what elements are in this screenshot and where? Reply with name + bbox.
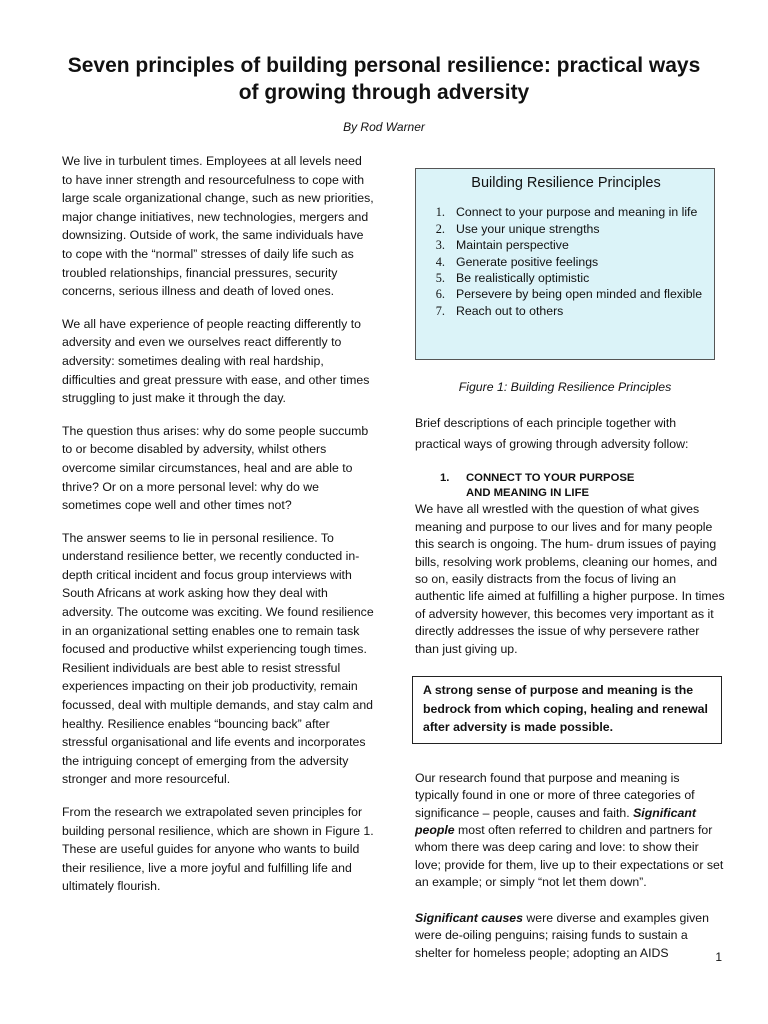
section-intro: Brief descriptions of each principle together with practical ways of growing through adversity follow: bbox=[415, 416, 689, 452]
section-number: 1. bbox=[440, 472, 450, 485]
paragraph-question: The question thus arises: why do some people succumb to or become disabled by adversity, whilst others overcome similar circumstances, heal and are able to thrive? Or on a more personal level: why do we sometimes cope well and other times not? bbox=[62, 423, 369, 513]
causes-rest: were diverse and examples given were de-oiling penguins; raising funds to sustain a shelter for homeless people; adopting an AIDS bbox=[415, 910, 709, 960]
principles-box bbox=[415, 168, 715, 360]
paragraph-principles: From the research we extrapolated seven principles for building personal resilience, which are shown in Figure 1. These are useful guides for anyone who wants to build their resilience, live a more joyful and fulfilling life and ultimately flourish. bbox=[62, 805, 374, 894]
section-heading-text: CONNECT TO YOUR PURPOSE AND MEANING IN LIFE bbox=[466, 472, 635, 500]
right-column bbox=[415, 168, 725, 980]
principle-item: 2. Use your unique strengths bbox=[448, 221, 706, 237]
byline: By Rod Warner bbox=[343, 120, 425, 134]
figure-caption: Figure 1: Building Resilience Principles bbox=[458, 380, 672, 394]
principle-item: 1. Connect to your purpose and meaning in life bbox=[448, 204, 706, 220]
paragraph-intro: We live in turbulent times. Employees at all levels need to have inner strength and resourcefulness to cope with large scale organizational change, such as new priorities, major change initiatives, new technologies, mergers and downsizing. Outside of work, the same individuals have to cope with the “normal” stresses of daily life such as troubled relationships, financial pressures, security concerns, serious illness and death of loved ones. bbox=[62, 154, 374, 299]
section-body: We have all wrestled with the question of what gives meaning and purpose to our lives and for many people this search is ongoing. The hum- drum issues of paying bills, resolving work problems, cleaning our homes, and so on, easily distracts from the focus of living an authentic life aimed at fulfilling a higher purpose. In times of adversity however, this becomes very important as it directly addresses the issue of why persevere rather than just giving up. bbox=[415, 502, 725, 656]
principle-item: 7. Reach out to others bbox=[448, 303, 706, 319]
paragraph-adversity: We all have experience of people reacting differently to adversity and even we ourselves react differently to adversity: sometimes dealing with real hardship, difficulties and great pressure with ease, and other times struggling to just make it through the day. bbox=[62, 316, 370, 406]
page-number: 1 bbox=[715, 950, 722, 964]
section-heading bbox=[415, 471, 725, 501]
principle-item: 4. Generate positive feelings bbox=[448, 254, 706, 270]
principles-list bbox=[426, 204, 706, 319]
categories-lead: Our research found that purpose and meaning is typically found in one or more of three categories of significance – people, causes and faith. bbox=[415, 770, 695, 820]
principle-item: 6. Persevere by being open minded and flexible bbox=[448, 286, 706, 302]
categories-rest: most often referred to children and partners for whom there was deep caring and love: to show their love; provide for them, live up to their expectations or set an example; or simply “not let them down”. bbox=[415, 823, 724, 890]
left-column bbox=[62, 152, 374, 910]
significant-people-term: Significant people bbox=[415, 805, 696, 838]
paragraph-answer: The answer seems to lie in personal resilience. To understand resilience better, we recently conducted in-depth critical incident and focus group interviews with South Africans at work asking how they deal with adversity. The outcome was exciting. We found resilience in an organizational setting enables one to remain task focused and productive whilst experiencing tough times. Resilient individuals are best able to resist stressful experiences impacting on their job productivity, remain focussed, deal with multiple demands, and stay calm and healthy. Resilience enables “bouncing back” after stressful organisational and life events and incorporates the intriguing concept of emerging from the adversity stronger and more resourceful. bbox=[62, 530, 374, 787]
principles-box-title: Building Resilience Principles bbox=[471, 175, 661, 191]
principle-item: 5. Be realistically optimistic bbox=[448, 270, 706, 286]
paragraph-causes bbox=[415, 910, 725, 962]
document-title: Seven principles of building personal resilience: practical ways of growing through adversity bbox=[67, 54, 701, 104]
paragraph-categories bbox=[415, 770, 725, 892]
significant-causes-term: Significant causes bbox=[415, 910, 523, 925]
principle-item: 3. Maintain perspective bbox=[448, 237, 706, 253]
callout-box: A strong sense of purpose and meaning is the bedrock from which coping, healing and renewal after adversity is made possible. bbox=[412, 676, 722, 744]
